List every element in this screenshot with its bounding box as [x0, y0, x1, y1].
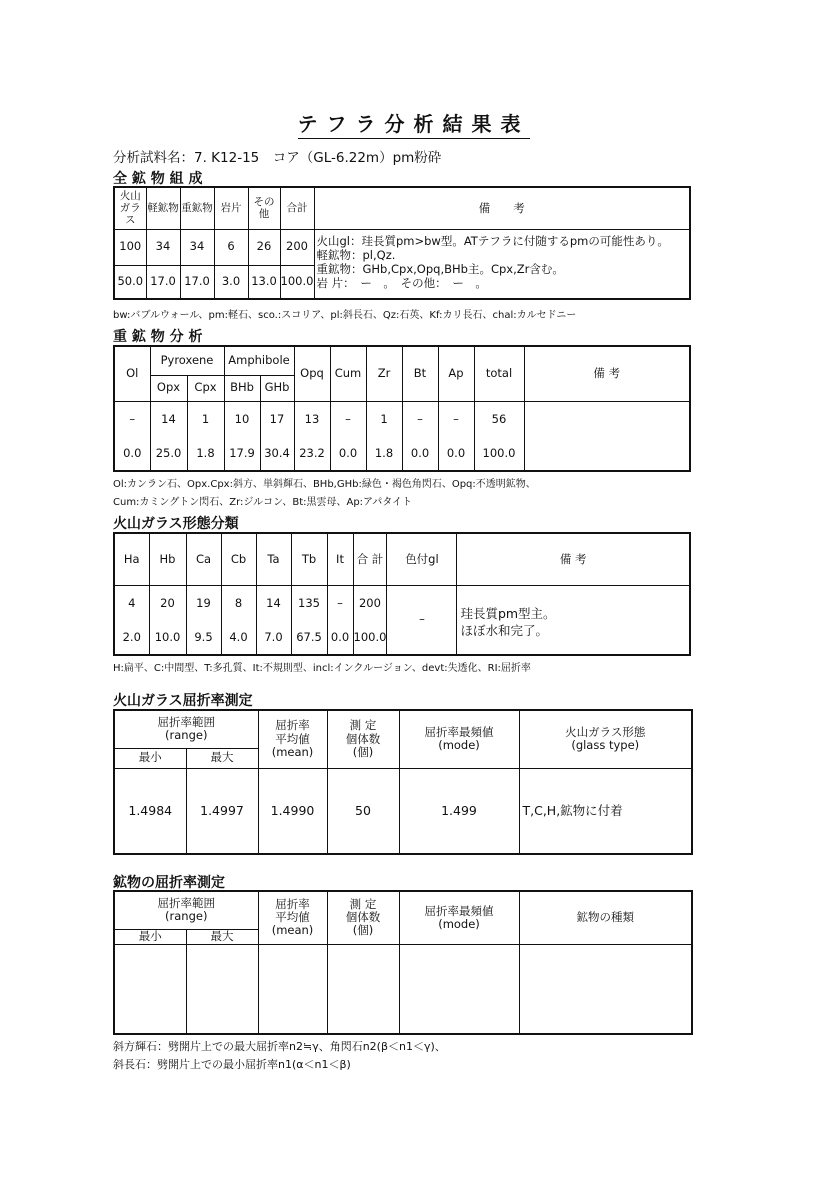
count-cell: 4 [114, 585, 149, 621]
header-ol: Ol [114, 346, 150, 401]
percent-cell: 7.0 [256, 621, 291, 655]
percent-cell: 9.5 [186, 621, 221, 655]
header-tb: Tb [291, 533, 327, 585]
empty-cell [399, 944, 519, 1034]
percent-cell: 0.0 [330, 437, 366, 471]
header-ap: Ap [438, 346, 474, 401]
range-en: (range) [165, 728, 208, 743]
section1-note: bw:バブルウォール、pm:軽石、sco.:スコリア、pl:斜長石、Qz:石英、Kf:カリ長石、chal:カルセドニー [113, 310, 577, 321]
header-mean [258, 710, 327, 768]
sample-name: 分析試料名：7. K12-15 コア（GL-6.22m）pm粉砕 [113, 150, 442, 166]
glass-remarks [457, 585, 690, 655]
header-total: total [474, 346, 524, 401]
header-pyroxene: Pyroxene [150, 346, 224, 375]
percent-cell: 23.2 [294, 437, 330, 471]
remarks-cell [524, 401, 690, 471]
percent-cell: 4.0 [221, 621, 256, 655]
section5-heading: 鉱物の屈折率測定 [113, 875, 225, 891]
count-cell: 17 [260, 401, 294, 437]
header-min: 最小 [114, 748, 186, 768]
header-ghb: GHb [260, 375, 294, 401]
count-cell: 13 [294, 401, 330, 437]
empty-cell [114, 944, 186, 1034]
count-cell: 19 [186, 585, 221, 621]
count-cell: 34 [180, 229, 214, 265]
count-cell: 200 [280, 229, 314, 265]
header-bt: Bt [402, 346, 438, 401]
header-min: 最小 [114, 929, 186, 944]
glass-refractive-index-table [113, 709, 693, 855]
section4-heading: 火山ガラス屈折率測定 [113, 693, 253, 709]
remark-line: 岩 片： ー 。 その他： ー 。 [316, 275, 487, 290]
count-cell: – [330, 401, 366, 437]
percent-cell: 1.8 [187, 437, 224, 471]
percent-cell: 13.0 [248, 265, 280, 299]
header-cb: Cb [221, 533, 256, 585]
glass-type-en: (glass type) [571, 738, 640, 753]
empty-cell [186, 944, 258, 1034]
remark-line: 珪長質pm型主。 [460, 605, 556, 621]
percent-cell: 1.8 [366, 437, 402, 471]
header-ca: Ca [186, 533, 221, 585]
percent-cell: 17.0 [146, 265, 180, 299]
header-total: 合計 [280, 187, 314, 229]
percent-cell: 10.0 [149, 621, 186, 655]
range-en: (range) [165, 909, 208, 924]
header-remarks: 備 考 [524, 346, 690, 401]
section3-heading: 火山ガラス形態分類 [113, 516, 239, 532]
header-remarks: 備 考 [314, 187, 690, 229]
page-title: テフラ分析結果表 [0, 108, 827, 137]
count-unit: (個) [352, 744, 374, 759]
header-light-minerals: 軽鉱物 [146, 187, 180, 229]
header-mean [258, 891, 327, 944]
count-cell: 56 [474, 401, 524, 437]
header-glass-type [519, 710, 692, 768]
header-zr: Zr [366, 346, 402, 401]
header-count [327, 891, 399, 944]
mean-en: (mean) [271, 744, 314, 759]
header-hb: Hb [149, 533, 186, 585]
mode-en: (mode) [438, 738, 480, 753]
section2-note-1: Ol:カンラン石、Opx.Cpx:斜方、単斜輝石、BHb,GHb:緑色・褐色角閃石、Opq:不透明鉱物、 [113, 479, 536, 490]
header-amphibole: Amphibole [224, 346, 294, 375]
header-mode [399, 891, 519, 944]
mean-label-2: 平均値 [275, 910, 310, 925]
footnote-1: 斜方輝石：劈開片上での最大屈折率n2≒γ、角閃石n2(β＜n1＜γ)、 [113, 1040, 446, 1053]
percent-cell: 100.0 [353, 621, 387, 655]
header-ha: Ha [114, 533, 149, 585]
header-colored-glass: 色付gl [387, 533, 457, 585]
header-cpx: Cpx [187, 375, 224, 401]
header-range [114, 710, 258, 748]
header-rock-fragments: 岩片 [214, 187, 248, 229]
header-others: その他 [248, 187, 280, 229]
count-cell: 1 [366, 401, 402, 437]
mean-label: 屈折率 [275, 718, 310, 733]
count-value: 50 [327, 768, 399, 854]
count-cell: 10 [224, 401, 260, 437]
percent-cell: 67.5 [291, 621, 327, 655]
percent-cell: 3.0 [214, 265, 248, 299]
header-mineral-type: 鉱物の種類 [519, 891, 692, 944]
header-remarks: 備 考 [457, 533, 690, 585]
header-heavy-minerals: 重鉱物 [180, 187, 214, 229]
count-cell: – [402, 401, 438, 437]
range-label: 屈折率範囲 [157, 896, 215, 911]
min-value: 1.4984 [114, 768, 186, 854]
composition-remarks [314, 229, 690, 299]
count-cell: 100 [114, 229, 146, 265]
mean-value: 1.4990 [258, 768, 327, 854]
mode-value: 1.499 [399, 768, 519, 854]
header-max: 最大 [186, 748, 258, 768]
footnote-2: 斜長石：劈開片上での最小屈折率n1(α＜n1＜β) [113, 1058, 351, 1071]
header-ta: Ta [256, 533, 291, 585]
count-cell: – [327, 585, 353, 621]
glass-morphology-table [113, 532, 691, 656]
glass-type-value: T,C,H,鉱物に付着 [519, 768, 692, 854]
header-range [114, 891, 258, 929]
count-cell: 200 [353, 585, 387, 621]
count-cell: 135 [291, 585, 327, 621]
remark-line: 重鉱物：GHb,Cpx,Opq,BHb主。Cpx,Zr含む。 [316, 261, 564, 276]
count-cell: 6 [214, 229, 248, 265]
header-volcanic-glass: 火山ガラス [114, 187, 146, 229]
percent-cell: 100.0 [280, 265, 314, 299]
percent-cell: 0.0 [327, 621, 353, 655]
section2-heading: 重 鉱 物 分 析 [113, 329, 203, 345]
percent-cell: 0.0 [402, 437, 438, 471]
percent-cell: 0.0 [114, 437, 150, 471]
section2-note-2: Cum:カミングトン閃石、Zr:ジルコン、Bt:黒雲母、Ap:アパタイト [113, 497, 413, 508]
header-opx: Opx [150, 375, 187, 401]
count-label-2: 個体数 [345, 910, 381, 925]
count-label: 測 定 [349, 896, 377, 911]
colored-glass-value: – [387, 585, 457, 655]
header-mode [399, 710, 519, 768]
percent-cell: 30.4 [260, 437, 294, 471]
header-total: 合 計 [353, 533, 387, 585]
count-label-2: 個体数 [345, 731, 381, 746]
header-cum: Cum [330, 346, 366, 401]
mode-en: (mode) [438, 916, 480, 931]
heavy-mineral-table [113, 345, 691, 472]
mineral-refractive-index-table [113, 890, 693, 1035]
mean-label-2: 平均値 [275, 731, 310, 746]
count-unit: (個) [352, 923, 374, 938]
header-max: 最大 [186, 929, 258, 944]
remark-line: ほぼ水和完了。 [460, 622, 548, 638]
mineral-composition-table [113, 186, 691, 300]
header-it: It [327, 533, 353, 585]
section3-note: H:扁平、C:中間型、T:多孔質、It:不規則型、incl:インクルージョン、devt:失透化、RI:屈折率 [113, 663, 531, 674]
percent-cell: 17.9 [224, 437, 260, 471]
count-cell: 26 [248, 229, 280, 265]
percent-cell: 2.0 [114, 621, 149, 655]
header-bhb: BHb [224, 375, 260, 401]
glass-type-label: 火山ガラス形態 [565, 725, 646, 740]
percent-cell: 17.0 [180, 265, 214, 299]
empty-cell [519, 944, 692, 1034]
mode-label: 屈折率最頻値 [424, 725, 494, 740]
header-opq: Opq [294, 346, 330, 401]
max-value: 1.4997 [186, 768, 258, 854]
section1-heading: 全 鉱 物 組 成 [113, 171, 203, 187]
remark-line: 軽鉱物：pl,Qz. [316, 247, 396, 262]
count-cell: 1 [187, 401, 224, 437]
count-cell: 34 [146, 229, 180, 265]
mode-label: 屈折率最頻値 [424, 903, 494, 918]
count-cell: 14 [150, 401, 187, 437]
remark-line: 火山gl：珪長質pm>bw型。ATテフラに付随するpmの可能性あり。 [316, 233, 669, 248]
count-label: 測 定 [349, 718, 377, 733]
mean-en: (mean) [271, 923, 314, 938]
count-cell: – [114, 401, 150, 437]
count-cell: 8 [221, 585, 256, 621]
empty-cell [327, 944, 399, 1034]
empty-cell [258, 944, 327, 1034]
count-cell: 20 [149, 585, 186, 621]
count-cell: – [438, 401, 474, 437]
header-count [327, 710, 399, 768]
count-cell: 14 [256, 585, 291, 621]
mean-label: 屈折率 [275, 896, 310, 911]
range-label: 屈折率範囲 [157, 715, 215, 730]
percent-cell: 0.0 [438, 437, 474, 471]
percent-cell: 100.0 [474, 437, 524, 471]
percent-cell: 50.0 [114, 265, 146, 299]
percent-cell: 25.0 [150, 437, 187, 471]
